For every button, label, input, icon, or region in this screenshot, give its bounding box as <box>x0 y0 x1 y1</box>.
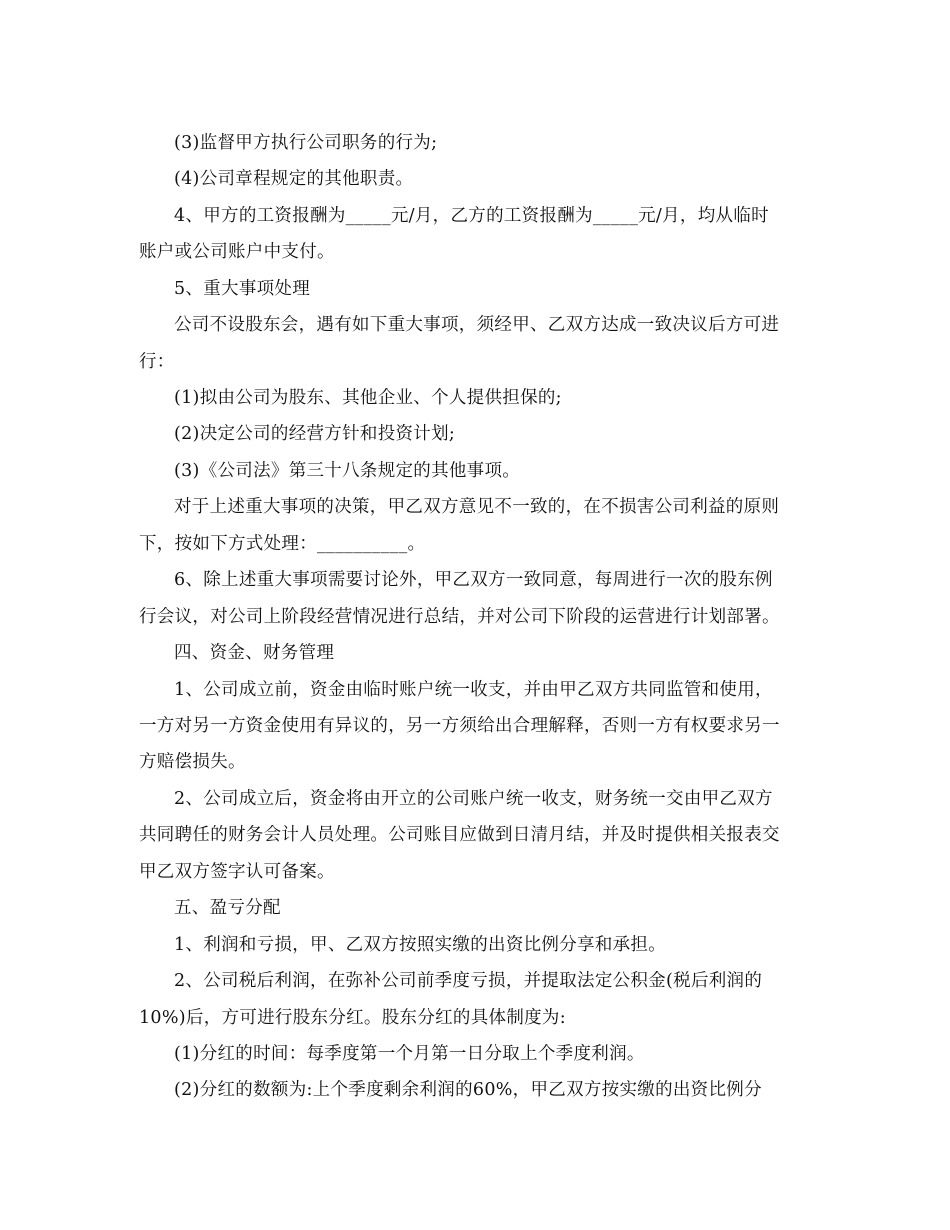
text-line: 4、甲方的工资报酬为_____元/月，乙方的工资报酬为_____元/月，均从临时 <box>174 206 769 226</box>
section-heading: 四、资金、财务管理 <box>174 643 335 663</box>
text-line: (1)分红的时间：每季度第一个月第一日分取上个季度利润。 <box>174 1044 645 1064</box>
text-line: (3)《公司法》第三十八条规定的其他事项。 <box>174 461 521 481</box>
text-line: 1、利润和亏损，甲、乙双方按照实缴的出资比例分享和承担。 <box>174 935 667 955</box>
text-line: (4)公司章程规定的其他职责。 <box>174 169 414 189</box>
text-line: 方赔偿损失。 <box>139 752 246 772</box>
text-line: 对于上述重大事项的决策，甲乙双方意见不一致的，在不损害公司利益的原则 <box>174 497 780 517</box>
text-line: 行： <box>139 352 175 372</box>
text-line: (1)拟由公司为股东、其他企业、个人提供担保的; <box>174 388 562 408</box>
text-line: (2)分红的数额为:上个季度剩余利润的60%，甲乙双方按实缴的出资比例分 <box>174 1080 762 1100</box>
text-line: 下，按如下方式处理：__________。 <box>139 534 426 554</box>
text-line: 甲乙双方签字认可备案。 <box>139 862 335 882</box>
section-heading: 五、盈亏分配 <box>174 898 281 918</box>
text-line: 行会议，对公司上阶段经营情况进行总结，并对公司下阶段的运营进行计划部署。 <box>139 607 780 627</box>
text-line: 公司不设股东会，遇有如下重大事项，须经甲、乙双方达成一致决议后方可进 <box>174 315 780 335</box>
text-line: 10%)后，方可进行股东分红。股东分红的具体制度为: <box>139 1008 566 1028</box>
text-line: 1、公司成立前，资金由临时账户统一收支，并由甲乙双方共同监管和使用， <box>174 680 773 700</box>
text-line: 2、公司税后利润，在弥补公司前季度亏损，并提取法定公积金(税后利润的 <box>174 971 763 991</box>
text-line: 6、除上述重大事项需要讨论外，甲乙双方一致同意，每周进行一次的股东例 <box>174 570 773 590</box>
text-line: 一方对另一方资金使用有异议的，另一方须给出合理解释，否则一方有权要求另一 <box>139 716 780 736</box>
text-line: (3)监督甲方执行公司职务的行为; <box>174 133 438 153</box>
text-line: 账户或公司账户中支付。 <box>139 242 335 262</box>
text-line: 共同聘任的财务会计人员处理。公司账目应做到日清月结，并及时提供相关报表交 <box>139 825 780 845</box>
section-heading: 5、重大事项处理 <box>174 279 311 299</box>
text-line: (2)决定公司的经营方针和投资计划; <box>174 424 456 444</box>
text-line: 2、公司成立后，资金将由开立的公司账户统一收支，财务统一交由甲乙双方 <box>174 789 773 809</box>
